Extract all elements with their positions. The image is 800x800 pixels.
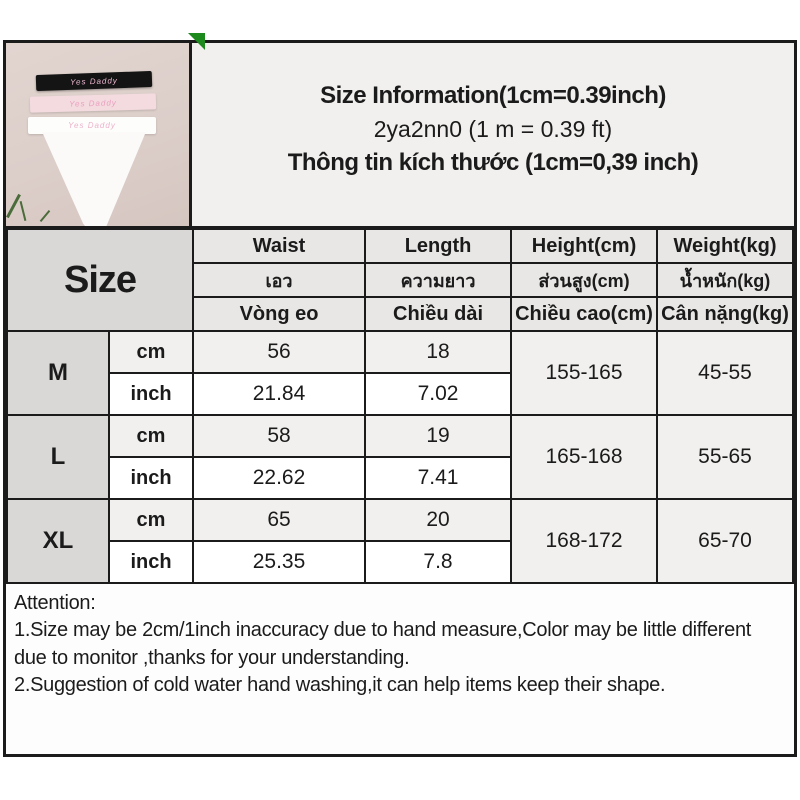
row-xl-unit-cm: cm — [109, 499, 193, 541]
brand-text-pink: Yes Daddy — [69, 97, 117, 109]
row-l-waist-inch: 22.62 — [193, 457, 365, 499]
row-m-height: 155-165 — [511, 331, 657, 415]
content-box — [3, 40, 797, 757]
header-weight-vi: Cân nặng(kg) — [657, 297, 793, 331]
header-waist-vi: Vòng eo — [193, 297, 365, 331]
thong-pink-waistband — [30, 93, 156, 112]
row-l-waist-cm: 58 — [193, 415, 365, 457]
header-size: Size — [7, 229, 193, 331]
row-m-weight: 45-55 — [657, 331, 793, 415]
header-height-en: Height(cm) — [511, 229, 657, 263]
row-m-waist-inch: 21.84 — [193, 373, 365, 415]
row-xl-waist-inch: 25.35 — [193, 541, 365, 583]
brand-text-white: Yes Daddy — [68, 121, 116, 130]
row-l-weight: 55-65 — [657, 415, 793, 499]
header-waist-th: เอว — [193, 263, 365, 297]
row-m-length-cm: 18 — [365, 331, 511, 373]
row-xl-weight: 65-70 — [657, 499, 793, 583]
row-l-unit-inch: inch — [109, 457, 193, 499]
size-table — [6, 228, 794, 584]
row-m-waist-cm: 56 — [193, 331, 365, 373]
row-m-unit-inch: inch — [109, 373, 193, 415]
attention-notes — [6, 584, 794, 754]
row-l-unit-cm: cm — [109, 415, 193, 457]
row-xl-unit-inch: inch — [109, 541, 193, 583]
top-section — [6, 43, 794, 228]
row-l-height: 165-168 — [511, 415, 657, 499]
title-vietnamese: Thông tin kích thước (1cm=0,39 inch) — [287, 149, 699, 176]
title-thai: 2ya2nn0 (1 m = 0.39 ft) — [373, 116, 613, 142]
thong-white-waistband — [28, 117, 156, 134]
green-corner-mark — [188, 33, 205, 50]
row-xl-waist-cm: 65 — [193, 499, 365, 541]
attention-note-2: 2.Suggestion of cold water hand washing,it can help items keep their shape. — [14, 674, 666, 697]
row-l-length-inch: 7.41 — [365, 457, 511, 499]
title-english: Size Information(1cm=0.39inch) — [320, 82, 666, 109]
row-xl-length-inch: 7.8 — [365, 541, 511, 583]
header-length-th: ความยาว — [365, 263, 511, 297]
header-waist-en: Waist — [193, 229, 365, 263]
row-xl-height: 168-172 — [511, 499, 657, 583]
row-l-length-cm: 19 — [365, 415, 511, 457]
row-xl-label: XL — [7, 499, 109, 583]
attention-note-1: 1.Size may be 2cm/1inch inaccuracy due to hand measure,Color may be little different due to monitor ,thanks for your understanding. — [14, 619, 752, 669]
attention-heading: Attention: — [14, 592, 96, 614]
header-height-th: ส่วนสูง(cm) — [511, 263, 657, 297]
row-l-label: L — [7, 415, 109, 499]
row-m-unit-cm: cm — [109, 331, 193, 373]
title-area — [192, 43, 794, 226]
row-xl-length-cm: 20 — [365, 499, 511, 541]
header-weight-en: Weight(kg) — [657, 229, 793, 263]
row-m-label: M — [7, 331, 109, 415]
row-m-length-inch: 7.02 — [365, 373, 511, 415]
product-photo — [6, 43, 192, 226]
header-length-vi: Chiều dài — [365, 297, 511, 331]
header-weight-th: น้ำหนัก(kg) — [657, 263, 793, 297]
header-length-en: Length — [365, 229, 511, 263]
brand-text-black: Yes Daddy — [69, 75, 118, 87]
header-height-vi: Chiều cao(cm) — [511, 297, 657, 331]
